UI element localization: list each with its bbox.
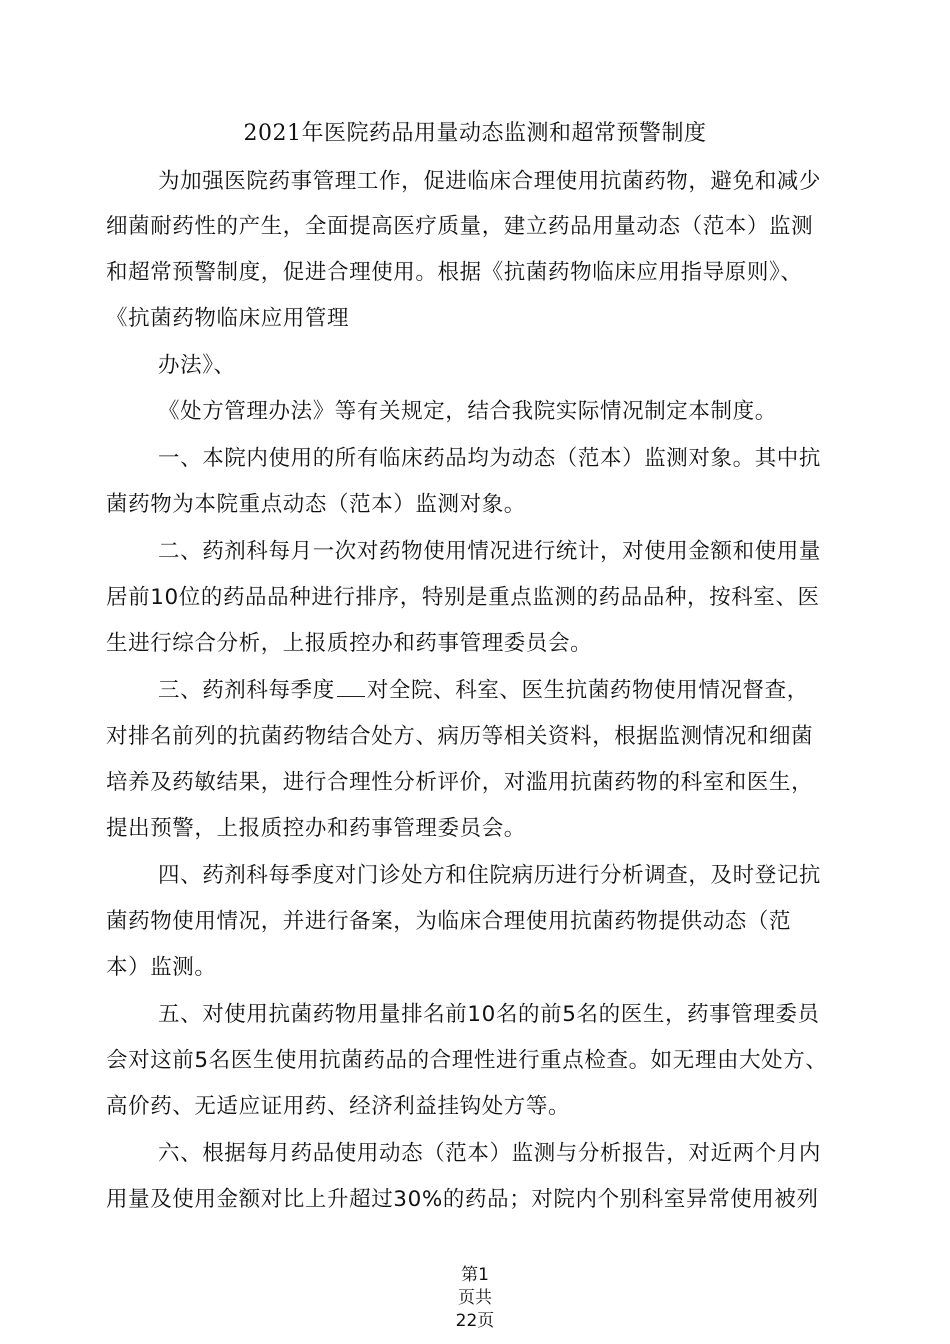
intro-line-6: 《处方管理办法》等有关规定，结合我院实际情况制定本制度。 xyxy=(158,399,777,424)
intro-line-5: 办法》、 xyxy=(158,353,236,378)
intro-line-3: 和超常预警制度，促进合理使用。根据《抗菌药物临床应用指导原则》、 xyxy=(106,260,803,285)
page-number-line-2: 页共 xyxy=(458,1288,492,1308)
section2-line-2: 居前10位的药品品种进行排序，特别是重点监测的药品品种，按科室、医 xyxy=(106,585,820,610)
section3-line-3: 培养及药敏结果，进行合理性分析评价，对滥用抗菌药物的科室和医生， xyxy=(106,770,814,795)
section3-line-2: 对排名前列的抗菌药物结合处方、病历等相关资料，根据监测情况和细菌 xyxy=(106,724,814,749)
section3-line-4: 提出预警，上报质控办和药事管理委员会。 xyxy=(106,816,526,841)
page-number-line-1: 第1 xyxy=(461,1265,489,1285)
section6-line-2: 用量及使用金额对比上升超过30%的药品；对院内个别科室异常使用被列 xyxy=(106,1187,819,1212)
section4-line-3: 本）监测。 xyxy=(106,955,217,980)
page-number-line-3: 22页 xyxy=(455,1311,495,1331)
section4-line-1: 四、药剂科每季度对门诊处方和住院病历进行分析调查，及时登记抗 xyxy=(158,863,822,888)
section5-line-1: 五、对使用抗菌药物用量排名前10名的前5名的医生，药事管理委员 xyxy=(158,1002,820,1027)
intro-line-4: 《抗菌药物临床应用管理 xyxy=(106,306,350,331)
section1-line-2: 菌药物为本院重点动态（范本）监测对象。 xyxy=(106,492,526,517)
section5-line-3: 高价药、无适应证用药、经济利益挂钩处方等。 xyxy=(106,1094,571,1119)
section4-line-2: 菌药物使用情况，并进行备案，为临床合理使用抗菌药物提供动态（范 xyxy=(106,909,792,934)
section6-line-1: 六、根据每月药品使用动态（范本）监测与分析报告，对近两个月内 xyxy=(158,1141,822,1166)
section5-line-2: 会对这前5名医生使用抗菌药品的合理性进行重点检查。如无理由大处方、 xyxy=(106,1048,828,1073)
intro-line-2: 细菌耐药性的产生，全面提高医疗质量，建立药品用量动态（范本）监测 xyxy=(106,214,814,239)
section3-line-1 xyxy=(158,677,809,705)
page-number-footer xyxy=(0,1264,950,1333)
intro-line-1: 为加强医院药事管理工作，促进临床合理使用抗菌药物，避免和减少 xyxy=(158,169,822,194)
document-title: 2021年医院药品用量动态监测和超常预警制度 xyxy=(243,121,707,146)
fill-in-blank xyxy=(337,678,365,697)
section3-line-1-after: 对全院、科室、医生抗菌药物使用情况督查， xyxy=(366,678,809,703)
section2-line-1: 二、药剂科每月一次对药物使用情况进行统计，对使用金额和使用量 xyxy=(158,539,822,564)
section1-line-1: 一、本院内使用的所有临床药品均为动态（范本）监测对象。其中抗 xyxy=(158,446,822,471)
section2-line-3: 生进行综合分析，上报质控办和药事管理委员会。 xyxy=(106,631,593,656)
section3-line-1-before: 三、药剂科每季度 xyxy=(158,678,335,703)
